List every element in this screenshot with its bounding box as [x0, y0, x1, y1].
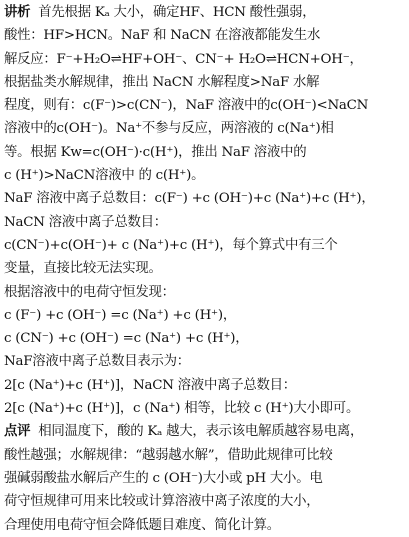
text-line: 溶液中的c(OH⁻)。Na⁺不参与反应，两溶液的 c(Na⁺)相: [4, 121, 334, 137]
text-line: [4, 420, 406, 443]
line-text: 首先根据 Kₐ 大小，确定HF、HCN 酸性强弱，: [38, 5, 316, 20]
text-line: 酸性越强；水解规律：“越弱越水解”，借助此规律可比较: [4, 447, 333, 463]
text-line: 等。根据 Kw=c(OH⁻)·c(H⁺)，推出 NaF 溶液中的: [4, 144, 307, 160]
text-line: 合理使用电荷守恒会降低题目难度、简化计算。: [4, 517, 280, 533]
text-line: 程度，则有：c(F⁻)>c(CN⁻)，NaF 溶液中的c(OH⁻)<NaCN: [4, 98, 369, 114]
text-line: NaF 溶液中离子总数目：c(F⁻) +c (OH⁻)+c (Na⁺)+c (H⁺)，: [4, 191, 375, 207]
text-line: 根据溶液中的电荷守恒发现：: [4, 284, 175, 300]
text-line: c (CN⁻) +c (OH⁻) =c (Na⁺) +c (H⁺)，: [4, 331, 249, 347]
text-line: 变量，直接比较无法实现。: [4, 261, 162, 277]
text-line: [4, 1, 406, 24]
text-line: 解反应：F⁻+H₂O⇌HF+OH⁻、CN⁻+ H₂O⇌HCN+OH⁻，: [4, 51, 363, 67]
text-line: c (F⁻) +c (OH⁻) =c (Na⁺) +c (H⁺)，: [4, 307, 236, 323]
text-line: NaCN 溶液中离子总数目：: [4, 214, 167, 230]
line-text: 相同温度下，酸的 Kₐ 越大，表示该电解质越容易电离，: [38, 424, 364, 440]
text-line: 强碱弱酸盐水解后产生的 c (OH⁻)大小或 pH 大小。电: [4, 470, 323, 486]
text-line: 根据盐类水解规律，推出 NaCN 水解程度>NaF 水解: [4, 74, 320, 90]
text-line: c (H⁺)>NaCN溶液中 的 c(H⁺)。: [4, 168, 205, 184]
analysis-label: 讲析: [4, 5, 31, 20]
text-line: 2[c (Na⁺)+c (H⁺)]，NaCN 溶液中离子总数目：: [4, 377, 296, 393]
text-line: 荷守恒规律可用来比较或计算溶液中离子浓度的大小，: [4, 494, 320, 510]
text-line: 酸性：HF>HCN。NaF 和 NaCN 在溶液都能发生水: [4, 28, 321, 44]
comment-label: 点评: [4, 424, 31, 440]
text-line: 2[c (Na⁺)+c (H⁺)]，c (Na⁺) 相等，比较 c (H⁺)大小即可。: [4, 401, 360, 417]
text-line: NaF溶液中离子总数目表示为：: [4, 354, 190, 370]
text-line: c(CN⁻)+c(OH⁻)+ c (Na⁺)+c (H⁺)，每个算式中有三个: [4, 237, 338, 253]
